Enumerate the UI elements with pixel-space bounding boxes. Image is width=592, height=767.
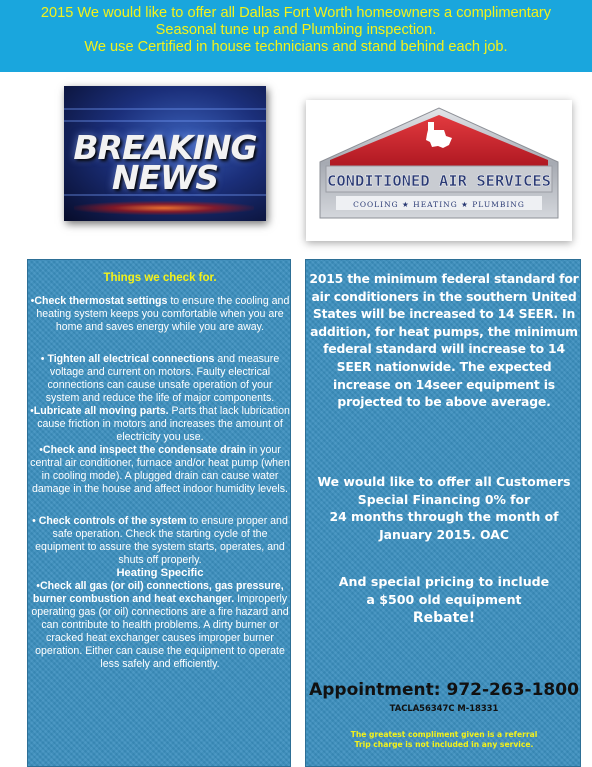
- checklist-item: [30, 515, 290, 567]
- item-title: Check all gas (or oil) connections, gas pressure, burner combustion and heat exchanger.: [32, 580, 284, 605]
- banner-line-1: 2015 We would like to offer all Dallas Fort Worth homeowners a complimentary: [40, 5, 552, 21]
- breaking-word: BREAKING: [73, 128, 257, 167]
- financing-line: 24 months through the month of: [329, 509, 559, 525]
- financing-offer: [308, 473, 580, 543]
- appointment-phone: Appointment: 972-263-1800: [309, 680, 579, 700]
- bullet: •: [32, 515, 39, 527]
- offers-panel: [305, 259, 581, 767]
- federal-standard-text: 2015 the minimum federal standard for air conditioners in the southern United States will be increased to 14 SEER. In addition, for heat pumps, the minimum federal standard will increase to 14 SEER nationwide. The expected increase on 14seer equipment is projected to be above average.: [309, 271, 579, 410]
- footnote: [306, 730, 582, 750]
- image-stripe: [64, 108, 266, 110]
- checklist-item: [30, 580, 290, 671]
- checklist-heading: Things we check for.: [103, 272, 217, 284]
- bullet: •: [30, 405, 34, 417]
- logo-graphic: [306, 100, 572, 241]
- checklist-item: [30, 295, 290, 334]
- bullet: •: [40, 353, 48, 365]
- item-text: to ensure the cooling and heating system keeps you comfortable when you are home and saves energy while you are away.: [36, 295, 290, 333]
- item-text: in your central air conditioner, furnace and/or heat pump (when in cooling mode). A plugged drain can cause water damage in the house and affect indoor humidity levels.: [30, 444, 290, 495]
- breaking-news-image: [64, 86, 266, 221]
- banner-line-2: Seasonal tune up and Plumbing inspection.: [155, 22, 437, 38]
- item-title: Lubricate all moving parts.: [33, 405, 169, 417]
- checklist-item: [30, 405, 290, 444]
- logo-name-text: CONDITIONED AIR SERVICES: [327, 172, 551, 190]
- banner-line-3: We use Certified in house technicians and stand behind each job.: [84, 39, 508, 55]
- license-numbers: TACLA56347C M-18331: [389, 703, 499, 713]
- header-banner: [0, 0, 592, 72]
- financing-line: We would like to offer all Customers: [317, 474, 571, 489]
- financing-line: Special Financing 0% for: [357, 491, 531, 507]
- financing-line: January 2015. OAC: [379, 526, 509, 542]
- item-title: Tighten all electrical connections: [47, 353, 215, 365]
- rebate-offer: [308, 573, 580, 627]
- pricing-line: a $500 old equipment: [366, 592, 522, 607]
- bullet: •: [39, 444, 43, 456]
- logo-services-text: COOLING ★ HEATING ★ PLUMBING: [353, 200, 525, 209]
- item-title: Check controls of the system: [38, 515, 187, 527]
- item-text: and measure voltage and current on motors. Faulty electrical connections can cause unsafe operation of your system and reduce the life of major components.: [45, 353, 280, 404]
- item-title: Check and inspect the condensate drain: [42, 444, 247, 456]
- heading-specific-subheading: Heating Specific: [116, 567, 204, 579]
- rebate-line: Rebate!: [412, 610, 476, 626]
- image-stripe: [64, 120, 266, 122]
- checklist-item: [30, 444, 290, 496]
- bullet: •: [36, 580, 40, 592]
- checklist: [30, 272, 290, 671]
- image-flare: [74, 201, 254, 215]
- item-title: Check thermostat settings: [34, 295, 168, 307]
- checklist-panel: [27, 259, 291, 767]
- checklist-item: [30, 353, 290, 405]
- pricing-line: And special pricing to include: [338, 574, 550, 589]
- company-logo: [306, 100, 572, 241]
- spacer: [30, 334, 290, 347]
- bullet: •: [30, 295, 35, 307]
- item-text: Parts that lack lubrication cause friction in motors and increases the amount of electricity you use.: [37, 405, 290, 443]
- footnote-line: The greatest compliment given is a referral: [350, 730, 538, 739]
- spacer: [30, 496, 290, 509]
- item-text: to ensure proper and safe operation. Check the starting cycle of the equipment to assure the system starts, operates, and shuts off properly.: [35, 515, 288, 566]
- footnote-line: Trip charge is not included in any service.: [354, 740, 534, 749]
- item-text: Improperly operating gas (or oil) connections are a fire hazard and can contribute to health problems. A dirty burner or cracked heat exchanger causes improper burner operation. Either can cause the equipment to operate less safely and efficiently.: [31, 593, 289, 670]
- news-word: NEWS: [111, 158, 219, 197]
